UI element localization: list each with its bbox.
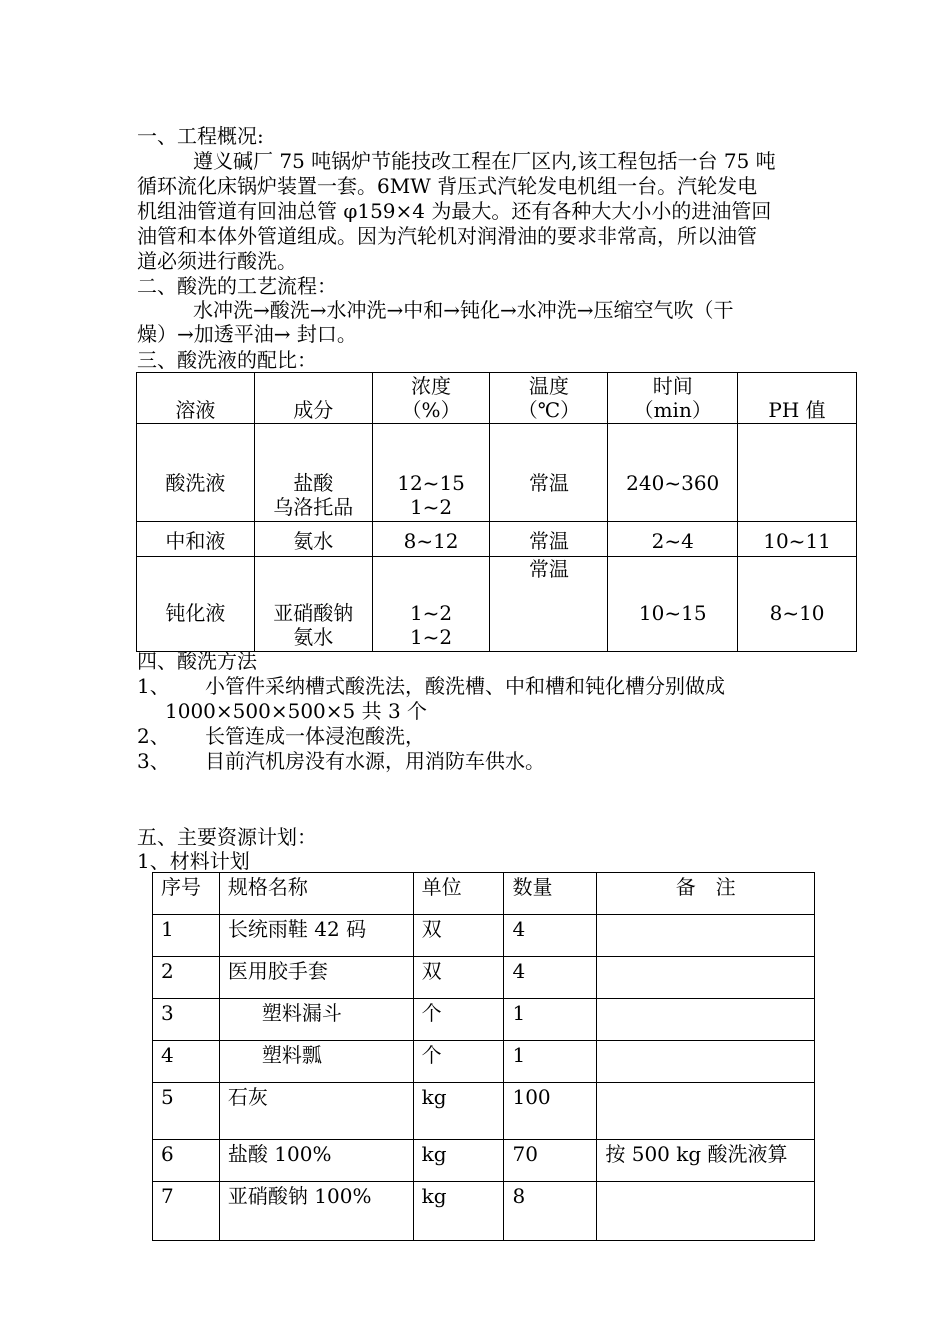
row-no: 7 (153, 1182, 220, 1241)
table-row (153, 1182, 815, 1241)
row3-ph: 8~10 (769, 601, 825, 625)
row-note: 按 500 kg 酸洗液算 (597, 1140, 815, 1182)
table-cell (490, 522, 608, 557)
section3-heading: 三、酸洗液的配比： (137, 348, 317, 372)
table-row (153, 957, 815, 999)
table-cell (254, 424, 372, 522)
row-note (597, 957, 815, 999)
section1-heading: 一、工程概况: (137, 124, 264, 148)
row-spec: 盐酸 100% (219, 1140, 413, 1182)
section2-heading: 二、酸洗的工艺流程： (137, 274, 337, 298)
row2-temperature: 常温 (528, 529, 569, 553)
method-item-1-continuation: 1000×500×500×5 共 3 个 (165, 699, 428, 723)
solution-ratio-table (136, 372, 857, 652)
section1-line-1: 遵义碱厂 75 吨锅炉节能技改工程在厂区内,该工程包括一台 75 吨 (193, 149, 776, 173)
header-component: 成分 (293, 398, 334, 422)
row3-component-1: 亚硝酸钠 (273, 601, 354, 625)
row-unit: 个 (413, 999, 504, 1041)
table-cell (490, 557, 608, 652)
header-note: 备 注 (597, 873, 815, 915)
row-no: 5 (153, 1083, 220, 1140)
header-solution: 溶液 (175, 398, 216, 422)
row2-solution: 中和液 (165, 529, 226, 553)
row-no: 6 (153, 1140, 220, 1182)
row1-solution: 酸洗液 (165, 471, 226, 495)
section5-heading: 五、主要资源计划： (137, 825, 317, 849)
row1-temperature: 常温 (528, 471, 569, 495)
table-row (137, 424, 857, 522)
row2-time: 2~4 (651, 529, 694, 553)
header-concentration: 浓度 (411, 374, 452, 398)
row-quantity: 8 (504, 1182, 597, 1241)
table-cell (137, 522, 255, 557)
header-temperature-unit: （℃） (517, 398, 581, 422)
row3-solution: 钝化液 (165, 601, 226, 625)
row2-component: 氨水 (293, 529, 334, 553)
table-header-row (153, 873, 815, 915)
table-cell (608, 557, 738, 652)
header-cell (738, 373, 857, 424)
method-item-1-text: 小管件采纳槽式酸洗法，酸洗槽、中和槽和钝化槽分别做成 (205, 674, 725, 698)
table-cell (137, 557, 255, 652)
method-item-1-number: 1、 (137, 674, 170, 698)
row-no: 1 (153, 915, 220, 957)
method-item-3-text: 目前汽机房没有水源，用消防车供水。 (205, 749, 545, 773)
table-row (153, 1140, 815, 1182)
section1-line-4: 油管和本体外管道组成。因为汽轮机对润滑油的要求非常高，所以油管 (137, 224, 757, 248)
table-header-row (137, 373, 857, 424)
table-cell (608, 522, 738, 557)
row3-temperature: 常温 (528, 557, 569, 581)
section2-line-2: 燥）→加透平油→ 封口。 (137, 322, 357, 346)
row1-time: 240~360 (626, 471, 720, 495)
row-spec: 塑料瓢 (219, 1041, 413, 1083)
section1-line-5: 道必须进行酸洗。 (137, 249, 297, 273)
method-item-2-text: 长管连成一体浸泡酸洗， (205, 724, 425, 748)
row-no: 4 (153, 1041, 220, 1083)
section4-heading: 四、酸洗方法 (137, 649, 257, 673)
row1-component-1: 盐酸 (293, 471, 334, 495)
row-unit: 个 (413, 1041, 504, 1083)
method-item-2-number: 2、 (137, 724, 170, 748)
table-cell (738, 424, 857, 522)
row-quantity: 70 (504, 1140, 597, 1182)
section1-line-2: 循环流化床锅炉装置一套。6MW 背压式汽轮发电机组一台。汽轮发电 (137, 174, 758, 198)
row-spec: 长统雨鞋 42 码 (219, 915, 413, 957)
header-time: 时间 (652, 374, 693, 398)
header-spec: 规格名称 (219, 873, 413, 915)
materials-table (152, 872, 815, 1241)
table-cell (254, 557, 372, 652)
header-temperature: 温度 (528, 374, 569, 398)
row-note (597, 915, 815, 957)
table-cell (490, 424, 608, 522)
header-unit: 单位 (413, 873, 504, 915)
table-cell (372, 557, 490, 652)
header-cell (490, 373, 608, 424)
row-quantity: 1 (504, 1041, 597, 1083)
row-note (597, 999, 815, 1041)
table-row (153, 1083, 815, 1140)
row-spec: 亚硝酸钠 100% (219, 1182, 413, 1241)
section1-line-3: 机组油管道有回油总管 φ159×4 为最大。还有各种大大小小的进油管回 (137, 199, 772, 223)
row3-time: 10~15 (638, 601, 707, 625)
row-unit: kg (413, 1140, 504, 1182)
header-quantity: 数量 (504, 873, 597, 915)
header-cell (254, 373, 372, 424)
row-no: 2 (153, 957, 220, 999)
row-unit: 双 (413, 957, 504, 999)
row-quantity: 4 (504, 915, 597, 957)
row-unit: 双 (413, 915, 504, 957)
row-quantity: 4 (504, 957, 597, 999)
row2-concentration: 8~12 (403, 529, 459, 553)
table-cell (738, 522, 857, 557)
row3-component-2: 氨水 (293, 625, 334, 649)
row1-concentration-2: 1~2 (409, 495, 453, 519)
row-note (597, 1041, 815, 1083)
header-cell (137, 373, 255, 424)
row-note (597, 1182, 815, 1241)
table-row (137, 557, 857, 652)
section2-line-1: 水冲洗→酸洗→水冲洗→中和→钝化→水冲洗→压缩空气吹（干 (193, 298, 734, 322)
table-row (137, 522, 857, 557)
table-cell (608, 424, 738, 522)
row-quantity: 100 (504, 1083, 597, 1140)
row-unit: kg (413, 1182, 504, 1241)
table-cell (254, 522, 372, 557)
table-cell (372, 522, 490, 557)
row1-component-2: 乌洛托品 (273, 495, 354, 519)
row3-concentration-1: 1~2 (409, 601, 453, 625)
row-no: 3 (153, 999, 220, 1041)
row-quantity: 1 (504, 999, 597, 1041)
row-unit: kg (413, 1083, 504, 1140)
section5-subheading: 1、材料计划 (137, 849, 250, 873)
header-time-unit: （min） (633, 398, 712, 422)
table-row (153, 1041, 815, 1083)
method-item-3-number: 3、 (137, 749, 170, 773)
table-cell (137, 424, 255, 522)
row-spec: 石灰 (219, 1083, 413, 1140)
header-no: 序号 (153, 873, 220, 915)
header-ph: PH 值 (768, 398, 826, 422)
row2-ph: 10~11 (763, 529, 831, 553)
header-concentration-unit: （%） (401, 398, 461, 422)
table-row (153, 915, 815, 957)
row-note (597, 1083, 815, 1140)
row-spec: 塑料漏斗 (219, 999, 413, 1041)
table-cell (738, 557, 857, 652)
row3-concentration-2: 1~2 (409, 625, 453, 649)
row1-concentration-1: 12~15 (397, 471, 465, 495)
table-row (153, 999, 815, 1041)
header-cell (608, 373, 738, 424)
header-cell (372, 373, 490, 424)
table-cell (372, 424, 490, 522)
row-spec: 医用胶手套 (219, 957, 413, 999)
